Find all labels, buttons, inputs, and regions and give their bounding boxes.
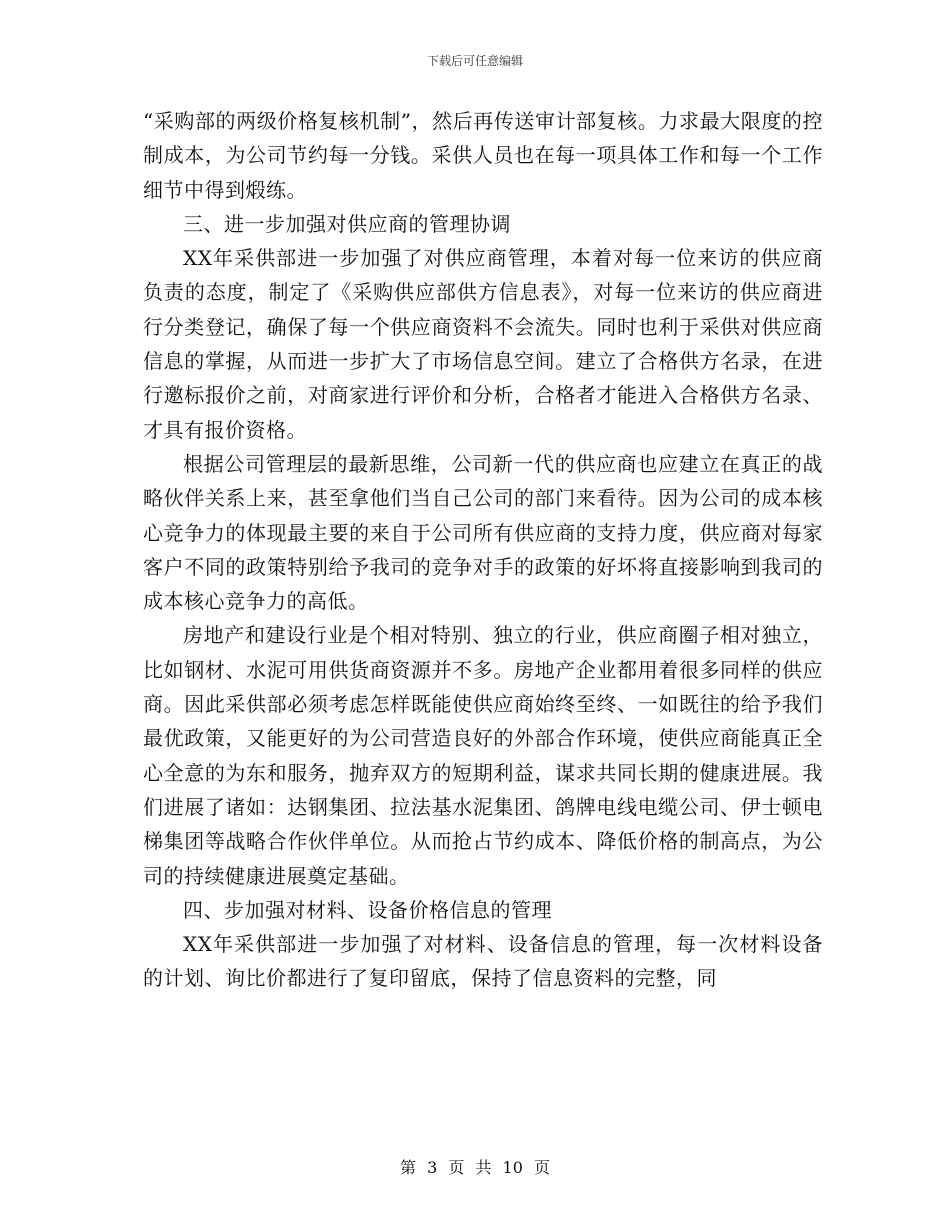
paragraph: 根据公司管理层的最新思维，公司新一代的供应商也应建立在真正的战略伙伴关系上来，甚至拿他们当自己公司的部门来看待。因为公司的成本核心竞争力的体现最主要的来自于公司所有供应商的支持力度，供应商对每家客户不同的政策特别给予我司的竞争对手的政策的好坏将直接影响到我司的成本核心竞争力的高低。 (143, 451, 823, 614)
paragraph: XX年采供部进一步加强了对供应商管理，本着对每一位来访的供应商负责的态度，制定了《采购供应部供方信息表》，对每一位来访的供应商进行分类登记，确保了每一个供应商资料不会流失。同时也利于采供对供应商信息的掌握，从而进一步扩大了市场信息空间。建立了合格供方名录，在进行邀标报价之前，对商家进行评价和分析，合格者才能进入合格供方名录、才具有报价资格。 (143, 246, 823, 442)
page-header: 下载后可任意编辑 (426, 54, 523, 68)
section-heading-4: 四、步加强对材料、设备价格信息的管理 (183, 897, 552, 922)
document-body (143, 104, 823, 996)
paragraph-continuation: “采购部的两级价格复核机制”，然后再传送审计部复核。力求最大限度的控制成本，为公司节约每一分钱。采供人员也在每一项具体工作和每一个工作细节中得到煅练。 (143, 109, 823, 202)
paragraph: XX年采供部进一步加强了对材料、设备信息的管理，每一次材料设备的计划、询比价都进行了复印留底，保持了信息资料的完整，同 (143, 932, 823, 991)
page-number: 第 3 页 共 10 页 (400, 1158, 550, 1177)
paragraph: 房地产和建设行业是个相对特别、独立的行业，供应商圈子相对独立，比如钢材、水泥可用供货商资源并不多。房地产企业都用着很多同样的供应商。因此采供部必须考虑怎样既能使供应商始终至终、一如既往的给予我们最优政策，又能更好的为公司营造良好的外部合作环境，使供应商能真正全心全意的为东和服务，抛弃双方的短期利益，谋求共同长期的健康进展。我们进展了诸如：达钢集团、拉法基水泥集团、鸽牌电线电缆公司、伊士顿电梯集团等战略合作伙伴单位。从而抢占节约成本、降低价格的制高点，为公司的持续健康进展奠定基础。 (143, 623, 823, 888)
section-heading-3: 三、进一步加强对供应商的管理协调 (183, 211, 511, 236)
